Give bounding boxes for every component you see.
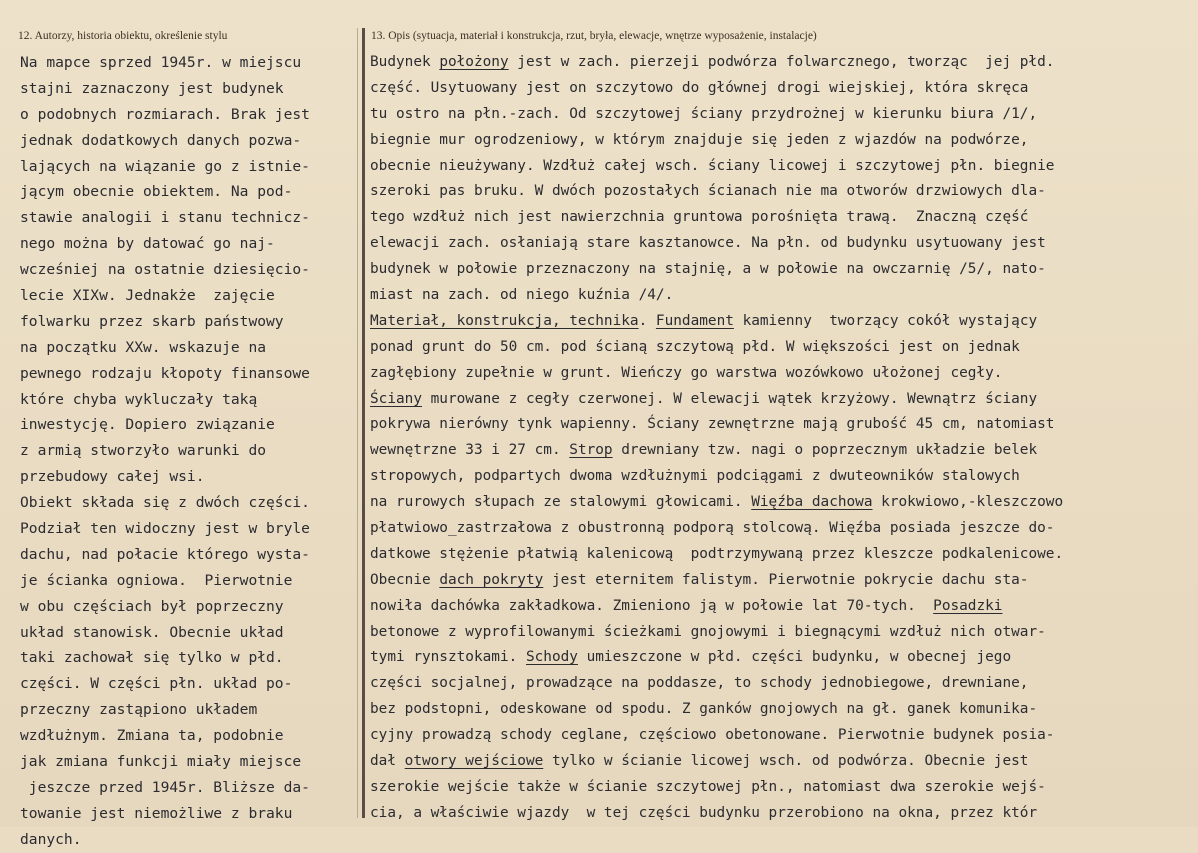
text-segment: umieszczone w płd. części budynku, w obecnej jego xyxy=(577,649,1012,666)
text-segment: budynek w połowie przeznaczony na stajnię, a w połowie na owczarnię /5/, nato- xyxy=(370,261,1046,278)
underlined-heading: otwory wejściowe xyxy=(404,753,544,770)
history-text-line: części. W części płn. układ po- xyxy=(20,675,293,693)
text-segment: . xyxy=(638,312,656,329)
history-text-line: pewnego rodzaju kłopoty finansowe xyxy=(20,364,310,382)
description-text-line xyxy=(370,179,1196,205)
description-text-line xyxy=(370,464,1196,490)
text-segment: elewacji zach. osłaniają stare kasztanowce. Na płn. od budynku usytuowany jest xyxy=(370,235,1046,252)
description-text-line xyxy=(370,76,1196,102)
history-text-line: o podobnych rozmiarach. Brak jest xyxy=(20,105,310,123)
text-segment: jest w zach. pierzeji podwórza folwarcznego, tworząc jej płd. xyxy=(508,54,1055,70)
description-text-column xyxy=(370,50,1196,827)
history-text-line: danych. xyxy=(20,830,82,848)
description-text-line xyxy=(370,257,1196,283)
underlined-heading: Schody xyxy=(525,649,578,666)
text-segment: część. Usytuowany jest on szczytowo do głównej drogi wiejskiej, która skręca xyxy=(370,79,1029,96)
history-text-line: nego można by datować go naj- xyxy=(20,235,275,253)
underlined-heading: dach pokryty xyxy=(439,571,544,588)
history-text-line: stawie analogii i stanu technicz- xyxy=(20,209,310,227)
text-segment: cyjny prowadzą schody ceglane, częściowo obetonowane. Pierwotnie budynek posia- xyxy=(370,727,1055,744)
text-segment: szerokie wejście także w ścianie szczytowej płn., natomiast dwa szerokie wejś- xyxy=(370,778,1046,795)
history-text-line: lecie XIXw. Jednakże zajęcie xyxy=(20,287,275,305)
history-text-line: które chyba wykluczały taką xyxy=(20,390,258,408)
underlined-heading: Strop xyxy=(569,442,613,459)
history-text-line: Podział ten widoczny jest w bryle xyxy=(20,520,310,538)
history-text-line: jednak dodatkowych danych pozwa- xyxy=(20,131,302,149)
description-text-line xyxy=(370,412,1196,438)
underlined-heading: położony xyxy=(439,54,509,70)
history-text-line: jak zmiana funkcji miały miejsce xyxy=(20,753,302,771)
history-text-line: jeszcze przed 1945r. Bliższe da- xyxy=(20,778,310,796)
text-segment: miast na zach. od niego kuźnia /4/. xyxy=(370,287,674,304)
description-text-line xyxy=(370,128,1196,154)
column-divider xyxy=(362,28,365,818)
history-text-line: jącym obecnie obiektem. Na pod- xyxy=(20,183,293,201)
underlined-heading: Więźba dachowa xyxy=(751,494,873,511)
description-text-line xyxy=(370,154,1196,180)
description-text-line xyxy=(370,231,1196,257)
description-text-line xyxy=(370,671,1196,697)
history-text-line: przeczny zastąpiono układem xyxy=(20,701,258,719)
description-text-line xyxy=(370,801,1196,827)
description-text-line xyxy=(370,205,1196,231)
section-12-header: 12. Autorzy, historia obiektu, określenie stylu xyxy=(18,30,228,42)
text-segment: betonowe z wyprofilowanymi ścieżkami gnojowymi i biegnącymi wzdłuż nich otwar- xyxy=(370,623,1046,640)
text-segment: jest eternitem falistym. Pierwotnie pokrycie dachu sta- xyxy=(543,571,1029,588)
history-text-line: wzdłużnym. Zmiana ta, podobnie xyxy=(20,727,284,745)
text-segment: tu ostro na płn.-zach. Od szczytowej ściany przydrożnej w kierunku biura /1/, xyxy=(370,105,1038,122)
description-text-line xyxy=(370,594,1196,620)
text-segment: pokrywa nierówny tynk wapienny. Ściany zewnętrzne mają grubość 45 cm, natomiast xyxy=(370,416,1055,433)
underlined-heading: Ściany xyxy=(370,390,422,407)
history-text-line: stajni zaznaczony jest budynek xyxy=(20,79,284,97)
description-text-line xyxy=(370,749,1196,775)
history-text-line: lających na wiązanie go z istnie- xyxy=(20,157,310,175)
text-segment: szeroki pas bruku. W dwóch pozostałych ścianach nie ma otworów drzwiowych dla- xyxy=(370,183,1046,200)
text-segment: cia, a właściwie wjazdy w tej części budynku przerobiono na okna, przez któr xyxy=(370,804,1038,821)
underlined-heading: Fundament xyxy=(655,312,734,329)
description-text-line xyxy=(370,283,1196,309)
history-text-line: dachu, nad połacie którego wysta- xyxy=(20,545,310,563)
history-text-line: Na mapce sprzed 1945r. w miejscu xyxy=(20,54,302,71)
text-segment: murowane z cegły czerwonej. W elewacji wątek krzyżowy. Wewnątrz ściany xyxy=(421,390,1038,407)
text-segment: wewnętrzne 33 i 27 cm. xyxy=(370,442,570,459)
description-text-line xyxy=(370,361,1196,387)
description-text-line xyxy=(370,335,1196,361)
text-segment: na rurowych słupach ze stalowymi głowicami. xyxy=(370,494,752,511)
description-text-line xyxy=(370,102,1196,128)
history-text-line: z armią stworzyło warunki do xyxy=(20,442,267,460)
description-text-line xyxy=(370,516,1196,542)
text-segment: tymi rynsztokami. xyxy=(370,649,526,666)
text-segment: części socjalnej, prowadzące na poddasze, to schody jednobiegowe, drewniane, xyxy=(370,675,1029,692)
description-text-line xyxy=(370,568,1196,594)
text-segment: Budynek xyxy=(370,54,440,70)
description-text-line xyxy=(370,542,1196,568)
history-text-line: przebudowy całej wsi. xyxy=(20,468,205,486)
description-text-line xyxy=(370,387,1196,413)
text-segment: datkowe stężenie płatwią kalenicową podtrzymywaną przez kleszcze podkalenicowe. xyxy=(370,545,1064,562)
history-text-line: w obu częściach był poprzeczny xyxy=(20,597,284,615)
underlined-heading: Materiał, konstrukcja, technika xyxy=(370,312,639,329)
description-text-line xyxy=(370,645,1196,671)
history-text-line: folwarku przez skarb państwowy xyxy=(20,312,284,330)
text-segment: tylko w ścianie licowej wsch. od podwórza. Obecnie jest xyxy=(543,753,1029,770)
text-segment: stropowych, podpartych dwoma wzdłużnymi podciągami z dwuteowników stalowych xyxy=(370,468,1020,485)
text-segment: nowiła dachówka zakładkowa. Zmieniono ją w połowie lat 70-tych. xyxy=(370,597,934,614)
description-text-line xyxy=(370,50,1196,76)
text-segment: płatwiowo_zastrzałowa z obustronną podporą stolcową. Więźba posiada jeszcze do- xyxy=(370,520,1055,537)
history-text-line: towanie jest niemożliwe z braku xyxy=(20,804,293,822)
text-segment: zagłębiony zupełnie w grunt. Wieńczy go warstwa wozówkowo ułożonej cegły. xyxy=(370,364,1003,381)
history-text-line: na początku XXw. wskazuje na xyxy=(20,338,267,356)
text-segment: obecnie nieużywany. Wzdłuż całej wsch. ściany licowej i szczytowej płn. biegnie xyxy=(370,157,1055,174)
history-text-line: Obiekt składa się z dwóch części. xyxy=(20,494,310,512)
description-text-line xyxy=(370,438,1196,464)
description-text-line xyxy=(370,620,1196,646)
history-text-line: inwestycję. Dopiero związanie xyxy=(20,416,275,434)
text-segment: ponad grunt do 50 cm. pod ścianą szczytową płd. W większości jest on jednak xyxy=(370,338,1020,355)
underlined-heading: Posadzki xyxy=(933,597,1003,614)
history-text-line: taki zachował się tylko w płd. xyxy=(20,649,284,667)
text-segment: bez podstopni, odeskowane od spodu. Z ganków gnojowych na gł. ganek komunika- xyxy=(370,701,1038,718)
description-text-line xyxy=(370,697,1196,723)
description-text-line xyxy=(370,723,1196,749)
text-segment: Obecnie xyxy=(370,571,440,588)
text-segment: krokwiowo,-kleszczowo xyxy=(872,494,1064,511)
text-segment: kamienny tworzący cokół wystający xyxy=(733,312,1038,329)
text-segment: dał xyxy=(370,753,405,770)
description-text-line xyxy=(370,490,1196,516)
text-segment: tego wzdłuż nich jest nawierzchnia gruntowa porośnięta trawą. Znaczną część xyxy=(370,209,1029,226)
section-13-header: 13. Opis (sytuacja, materiał i konstrukcja, rzut, bryła, elewacje, wnętrze wyposażenie, instalacje) xyxy=(371,30,817,42)
text-segment: biegnie mur ogrodzeniowy, w którym znajduje się jeden z wjazdów na podwórze, xyxy=(370,131,1029,148)
history-text-column xyxy=(20,50,360,853)
description-text-line xyxy=(370,309,1196,335)
history-text-line: wcześniej na ostatnie dziesięcio- xyxy=(20,261,310,279)
history-text-line: układ stanowisk. Obecnie układ xyxy=(20,623,284,641)
history-text-line: je ścianka ogniowa. Pierwotnie xyxy=(20,571,293,589)
text-segment: drewniany tzw. nagi o poprzecznym układzie belek xyxy=(612,442,1038,459)
description-text-line xyxy=(370,775,1196,801)
